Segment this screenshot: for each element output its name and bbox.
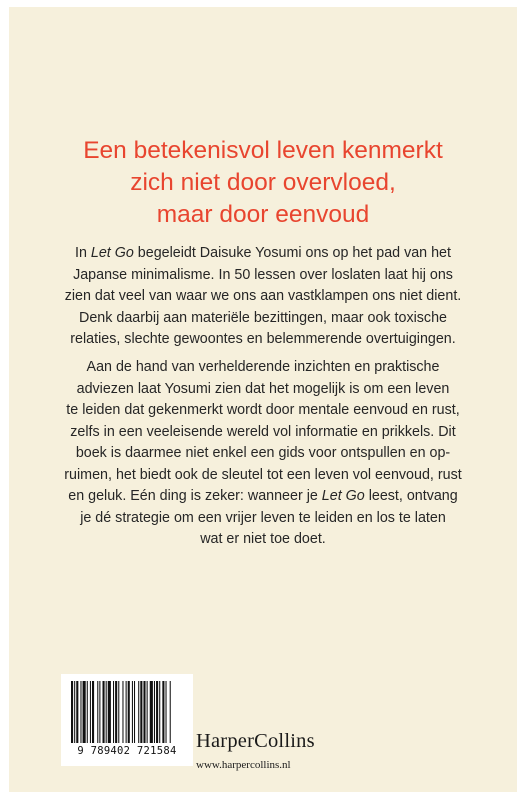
text-run: leest, ontvang [364, 488, 458, 504]
book-back-cover [9, 7, 517, 792]
paragraph-line: zien dat veel van waar we ons aan vastklampen ons niet dient. [64, 288, 462, 304]
paragraph-line: ruimen, het biedt ook de sleutel tot een leven vol eenvoud, rust [64, 466, 462, 483]
paragraph-line: boek is daarmee niet enkel een gids voor ontspullen en op- [75, 445, 451, 461]
description-paragraph-1 [9, 243, 517, 351]
paragraph-line: Denk daarbij aan materiële bezittingen, maar ook toxische [79, 309, 447, 326]
paragraph-line [9, 243, 517, 265]
headline-line: zich niet door overvloed, [130, 169, 396, 196]
isbn-number: 9 789402 721584 [77, 745, 177, 757]
paragraph-line: Japanse minimalisme. In 50 lessen over loslaten laat hij ons [73, 266, 453, 283]
text-run: In [75, 245, 91, 261]
barcode-icon [70, 681, 186, 743]
barcode [61, 674, 193, 766]
headline-line: maar door eenvoud [156, 201, 370, 228]
headline-line: Een betekenisvol leven kenmerkt [83, 137, 443, 164]
paragraph-line: wat er niet toe doet. [200, 531, 326, 547]
paragraph-line: te leiden dat gekenmerkt wordt door mentale eenvoud en rust, [66, 402, 460, 418]
description-paragraph-2 [9, 357, 517, 551]
paragraph-line: je dé strategie om een vrijer leven te leiden en los te laten [80, 509, 446, 526]
publisher-logo: HarperCollins [196, 730, 315, 752]
book-title-italic: Let Go [321, 488, 365, 504]
text-run: en geluk. Eén ding is zeker: wanneer je [68, 488, 322, 504]
paragraph-line [9, 486, 517, 508]
paragraph-line: adviezen laat Yosumi zien dat het mogelijk is om een leven [76, 380, 450, 397]
publisher-website: www.harpercollins.nl [196, 759, 291, 771]
book-title-italic: Let Go [90, 245, 134, 261]
headline [9, 135, 517, 231]
paragraph-line: zelfs in een veeleisende wereld vol informatie en prikkels. Dit [70, 423, 456, 440]
paragraph-line: relaties, slechte gewoontes en belemmerende overtuigingen. [70, 331, 456, 347]
paragraph-line: Aan de hand van verhelderende inzichten en praktische [86, 359, 440, 375]
text-run: begeleidt Daisuke Yosumi ons op het pad van het [133, 245, 451, 261]
